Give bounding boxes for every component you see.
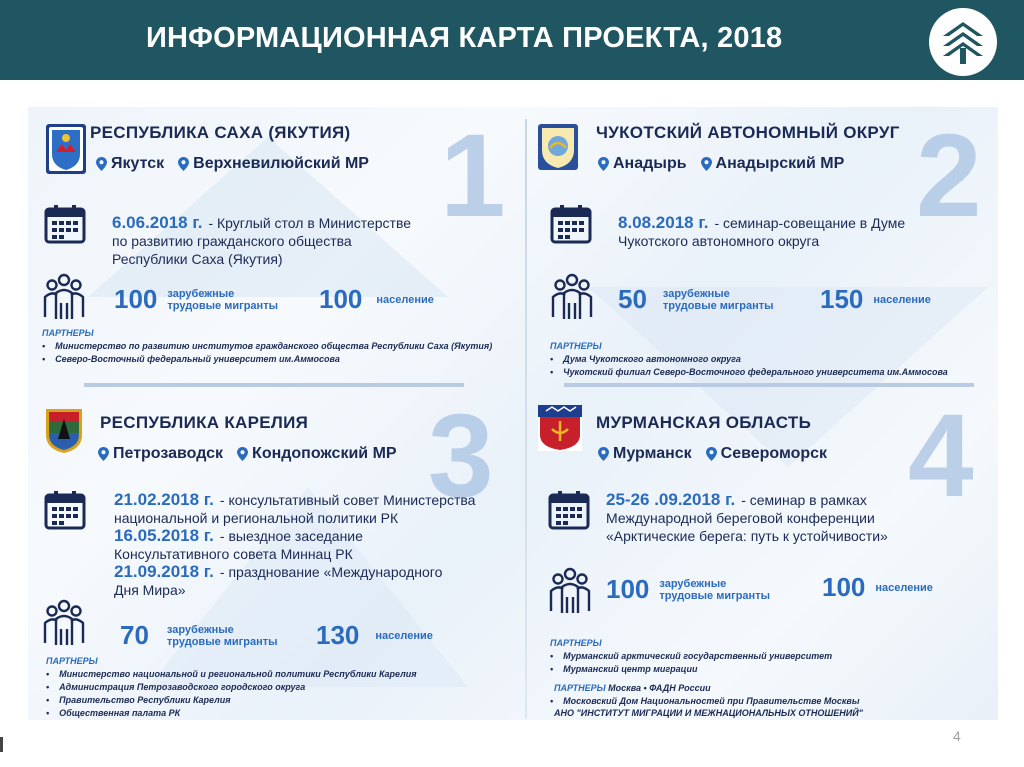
infographic-panel (28, 107, 998, 720)
vertical-divider (525, 119, 527, 719)
region-locations (96, 155, 369, 173)
event-text: - празднование «Международного (219, 564, 443, 580)
event-date: 16.05.2018 г. (114, 526, 214, 545)
stat-label: население (873, 293, 931, 306)
location-pin-icon (701, 157, 712, 171)
partner-item: • Дума Чукотского автономного округа (552, 353, 948, 366)
region-locations (98, 445, 397, 463)
event-text: Международной береговой конференции (606, 510, 875, 526)
event-text: - Круглый стол в Министерстве (208, 215, 412, 231)
partner-item: • Мурманский центр миграции (552, 663, 832, 676)
stat-label: население (376, 293, 434, 306)
population-count: 130 (316, 620, 360, 650)
stat-label: трудовые мигранты (659, 589, 770, 602)
region-number: 3 (428, 390, 494, 522)
coat-of-arms-icon (46, 124, 86, 179)
location-pin-icon (178, 157, 189, 171)
stat-label: трудовые мигранты (167, 299, 278, 312)
population-stat (822, 572, 933, 603)
location-pin-icon (96, 157, 107, 171)
migrants-stat (120, 620, 278, 651)
coat-of-arms-icon (538, 405, 582, 456)
partners-heading: ПАРТНЕРЫ (42, 328, 94, 338)
partners-list (552, 650, 832, 676)
people-icon (548, 567, 592, 617)
page-number: 4 (953, 728, 961, 744)
partner-item: • Министерство по развитию институтов гражданского общества Республики Саха (Якутия) (44, 340, 492, 353)
location-pin-icon (98, 447, 109, 461)
event-entry (112, 214, 492, 268)
stat-label: зарубежные (167, 287, 235, 300)
partners-heading: ПАРТНЕРЫ (46, 656, 98, 666)
partners-heading: ПАРТНЕРЫ (550, 638, 602, 648)
event-text: - консультативный совет Министерства (219, 492, 476, 508)
moscow-partner-line: Москва • ФАДН России (608, 683, 711, 693)
partner-item: • Общественная палата РК (48, 707, 417, 720)
location-name: Якутск (111, 155, 165, 172)
coat-of-arms-icon (538, 124, 578, 175)
partner-item: • Северо-Восточный федеральный университет им.Аммосова (44, 353, 492, 366)
people-icon (42, 599, 86, 649)
calendar-icon (44, 204, 86, 244)
region-number: 2 (916, 110, 982, 242)
partners-list (44, 340, 492, 366)
stat-label: население (375, 629, 433, 642)
calendar-icon (548, 490, 590, 530)
event-text: национальной и региональной политики РК (114, 510, 399, 526)
location-pin-icon (598, 447, 609, 461)
location-name: Мурманск (613, 445, 692, 462)
event-entry (606, 491, 986, 545)
population-stat (820, 284, 931, 315)
partner-item: • Московский Дом Национальностей при Правительстве Москвы (552, 695, 860, 708)
people-icon (550, 273, 594, 323)
partners-list (552, 353, 948, 379)
population-count: 100 (319, 284, 363, 314)
moscow-partners-heading (554, 682, 711, 695)
event-text: Дня Мира» (114, 582, 186, 598)
event-date: 8.08.2018 г. (618, 213, 709, 232)
region-number: 1 (440, 110, 506, 242)
partners-heading: ПАРТНЕРЫ (550, 341, 602, 351)
event-text: - семинар-совещание в Думе (714, 215, 906, 231)
stat-label: зарубежные (166, 623, 234, 636)
stat-label: население (875, 581, 933, 594)
stat-label: трудовые мигранты (166, 635, 278, 648)
migrants-count: 50 (618, 284, 647, 314)
location-pin-icon (237, 447, 248, 461)
migrants-count: 70 (120, 620, 149, 650)
region-title: РЕСПУБЛИКА КАРЕЛИЯ (100, 413, 309, 432)
calendar-icon (44, 490, 86, 530)
event-date: 25-26 .09.2018 г. (606, 490, 736, 509)
event-text: по развитию гражданского общества (112, 233, 352, 249)
header-bar (0, 0, 1024, 80)
people-icon (42, 273, 86, 323)
location-name: Петрозаводск (113, 445, 224, 462)
population-stat (316, 620, 433, 651)
event-text: Консультативного совета Миннац РК (114, 546, 353, 562)
region-locations (598, 155, 844, 173)
event-text: Республики Саха (Якутия) (112, 251, 283, 267)
population-count: 100 (822, 572, 866, 602)
event-text: - семинар в рамках (741, 492, 867, 508)
location-pin-icon (706, 447, 717, 461)
location-name: Анадырь (613, 155, 687, 172)
logo-icon (929, 8, 997, 76)
region-number: 4 (908, 390, 974, 522)
region-title: МУРМАНСКАЯ ОБЛАСТЬ (596, 413, 812, 432)
region-title: ЧУКОТСКИЙ АВТОНОМНЫЙ ОКРУГ (596, 123, 900, 142)
location-name: Анадырский МР (715, 155, 845, 172)
partner-item: • Мурманский арктический государственный университет (552, 650, 832, 663)
migrants-stat (618, 284, 774, 315)
partners-list (48, 668, 417, 720)
horizontal-divider (564, 383, 974, 387)
migrants-stat (114, 284, 278, 315)
partner-item: АНО "ИНСТИТУТ МИГРАЦИИ И МЕЖНАЦИОНАЛЬНЫХ ОТНОШЕНИЙ" (554, 708, 863, 718)
partner-item: • Администрация Петрозаводского городского округа (48, 681, 417, 694)
calendar-icon (550, 204, 592, 244)
event-text: Чукотского автономного округа (618, 233, 820, 249)
location-name: Кондопожский МР (252, 445, 397, 462)
partner-item: • Чукотский филиал Северо-Восточного федерального университета им.Аммосова (552, 366, 948, 379)
population-stat (319, 284, 434, 315)
stat-label: зарубежные (662, 287, 730, 300)
page-title: ИНФОРМАЦИОННАЯ КАРТА ПРОЕКТА, 2018 (146, 22, 783, 54)
migrants-stat (606, 574, 770, 605)
partner-item: • Правительство Республики Карелия (48, 694, 417, 707)
stat-label: трудовые мигранты (662, 299, 774, 312)
migrants-count: 100 (606, 574, 650, 604)
location-name: Североморск (720, 445, 828, 462)
location-pin-icon (598, 157, 609, 171)
event-date: 6.06.2018 г. (112, 213, 203, 232)
migrants-count: 100 (114, 284, 158, 314)
event-date: 21.02.2018 г. (114, 490, 214, 509)
event-entry (114, 491, 524, 599)
event-text: - выездное заседание (219, 528, 363, 544)
region-title: РЕСПУБЛИКА САХА (ЯКУТИЯ) (90, 123, 351, 142)
partners-heading: ПАРТНЕРЫ (554, 683, 606, 693)
event-text: «Арктические берега: путь к устойчивости» (606, 528, 888, 544)
location-name: Верхневилюйский МР (193, 155, 369, 172)
event-date: 21.09.2018 г. (114, 562, 214, 581)
region-locations (598, 445, 827, 463)
stat-label: зарубежные (659, 577, 727, 590)
partner-item: • Министерство национальной и региональной политики Республики Карелия (48, 668, 417, 681)
coat-of-arms-icon (44, 407, 84, 460)
horizontal-divider (84, 383, 464, 387)
event-entry (618, 214, 988, 250)
population-count: 150 (820, 284, 864, 314)
slide-marker (0, 737, 3, 752)
